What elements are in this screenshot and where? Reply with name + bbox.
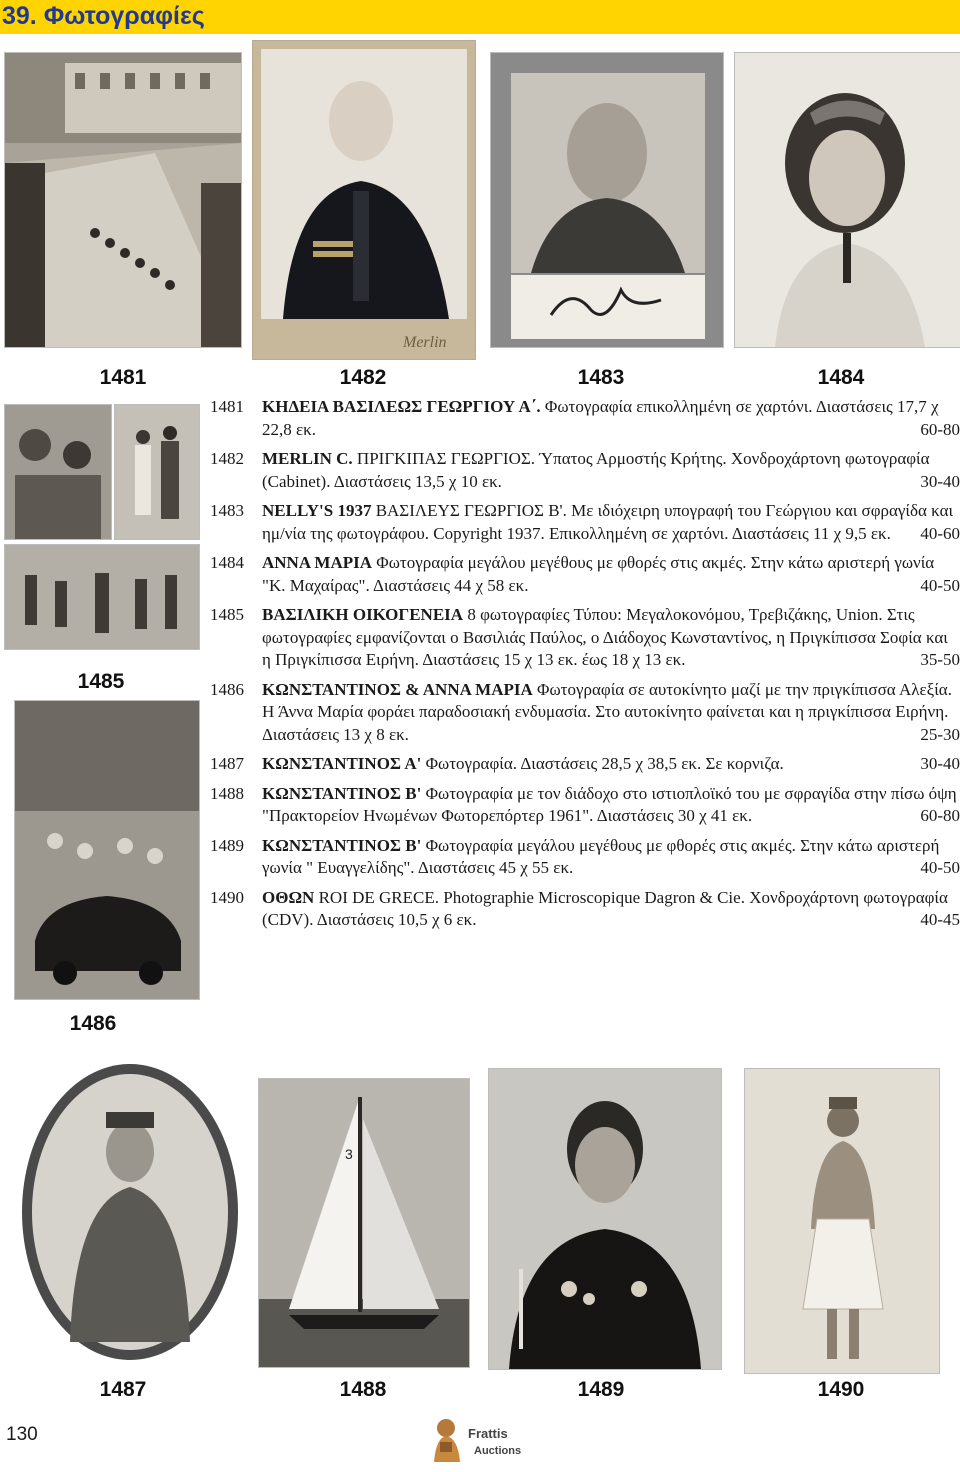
king-george-ii-signed-image — [491, 53, 723, 347]
photo-1485-a — [4, 404, 112, 540]
lot-1481 — [210, 396, 960, 441]
lot-estimate: 60-80 — [920, 419, 960, 439]
lot-estimate: 30-40 — [920, 754, 960, 773]
lot-number: 1486 — [210, 679, 244, 699]
lot-title: ΚΩΝΣΤΑΝΤΙΝΟΣ & ΑΝΝΑ ΜΑΡΙΑ — [262, 679, 533, 699]
lot-title: ΑΝΝΑ ΜΑΡΙΑ — [262, 553, 373, 572]
label-1482: 1482 — [339, 366, 387, 389]
anna-maria-portrait-image — [735, 53, 960, 347]
label-1484: 1484 — [817, 366, 865, 389]
lot-title: ΚΗΔΕΙΑ ΒΑΣΙΛΕΩΣ ΓΕΩΡΓΙΟΥ Α΄. — [262, 397, 541, 416]
lot-title: ΚΩΝΣΤΑΝΤΙΝΟΣ Α' — [262, 754, 422, 773]
lot-estimate: 40-50 — [920, 858, 960, 877]
king-constantine-i-oval-frame-image — [20, 1062, 240, 1362]
lot-description: ROI DE GRECE. Photographie Microscopique Dagron & Cie. Χονδροχάρτονη φωτογραφία (CDV). Διαστάσεις 10,5 χ 6 εκ. — [262, 887, 948, 929]
label-1487: 1487 — [99, 1378, 147, 1401]
lot-description: ΠΡΙΓΚΙΠΑΣ ΓΕΩΡΓΙΟΣ. Ύπατος Αρμοστής Κρήτης. Χονδροχάρτονη φωτογραφία (Cabinet). Διαστάσεις 13,5 χ 10 εκ. — [262, 449, 930, 491]
logo-text-1: Frattis — [468, 1426, 508, 1441]
lot-title: MERLIN C. — [262, 449, 353, 468]
lot-title: ΚΩΝΣΤΑΝΤΙΝΟΣ Β' — [262, 835, 422, 855]
lot-estimate: 40-50 — [920, 575, 960, 595]
funeral-procession-image — [5, 53, 241, 347]
lot-number: 1488 — [210, 783, 244, 803]
photo-1486 — [14, 700, 200, 1000]
royal-couple-walking-image — [115, 405, 199, 539]
king-otto-cdv-image — [745, 1069, 939, 1373]
lot-1483 — [210, 500, 960, 545]
logo-figure-icon — [428, 1414, 538, 1466]
photo-1483 — [490, 52, 724, 348]
lot-1488 — [210, 783, 960, 828]
photo-1487 — [20, 1062, 240, 1362]
royal-car-crowd-image — [15, 701, 199, 999]
lot-1489 — [210, 835, 960, 880]
lot-number: 1484 — [210, 553, 244, 572]
lot-estimate: 40-45 — [920, 910, 960, 929]
page-number: 130 — [6, 1424, 38, 1445]
lot-1484 — [210, 552, 960, 597]
photo-1490 — [744, 1068, 940, 1374]
label-1488: 1488 — [339, 1378, 387, 1401]
lot-description: Φωτογραφία σε αυτοκίνητο μαζί με την πριγκίπισσα Αλεξία. Η Άννα Μαρία φοράει παραδοσιακή ενδυμασία. Στο αυτοκίνητο φαίνεται και η πριγκίπισσα Ειρήνη. Διαστάσεις 13 χ 8 εκ. — [262, 679, 952, 744]
lot-1487 — [210, 753, 960, 776]
lot-estimate: 35-50 — [920, 650, 960, 669]
label-1489: 1489 — [577, 1378, 625, 1401]
photo-1484 — [734, 52, 960, 348]
lot-title: NELLY'S 1937 — [262, 501, 372, 520]
label-1485: 1485 — [77, 670, 125, 693]
lot-number: 1482 — [210, 449, 244, 468]
lot-estimate: 30-40 — [920, 471, 960, 491]
lot-number: 1489 — [210, 835, 244, 855]
svg-text:3: 3 — [345, 1146, 353, 1162]
lot-estimate: 25-30 — [920, 724, 960, 744]
lot-1490 — [210, 887, 960, 932]
prince-george-cabinet-image — [253, 41, 475, 359]
king-constantine-ii-portrait-image — [489, 1069, 721, 1369]
lot-description: Φωτογραφία με τον διάδοχο στο ιστιοπλοϊκό του με σφραγίδα στην πίσω όψη "Πρακτορείον Ηνωμένων Φωτορεπόρτερ 1961". Διαστάσεις 30 χ 41 εκ. — [262, 783, 957, 825]
lot-description: Φωτογραφία μεγάλου μεγέθους με φθορές στις ακμές. Στην κάτω αριστερή γωνία "Κ. Μαχαίρας". Διαστάσεις 44 χ 58 εκ. — [262, 553, 935, 595]
label-1490: 1490 — [817, 1378, 865, 1401]
crowd-parade-image — [5, 545, 199, 649]
royal-family-photo-image — [5, 405, 111, 539]
photo-1481 — [4, 52, 242, 348]
photo-1489 — [488, 1068, 722, 1370]
label-1481: 1481 — [99, 366, 147, 389]
sailboat-image — [259, 1079, 469, 1367]
lot-number: 1483 — [210, 501, 244, 520]
lot-title: ΟΘΩΝ — [262, 887, 315, 907]
lot-description: Φωτογραφία επικολλημένη σε χαρτόνι. Διαστάσεις 17,7 χ 22,8 εκ. — [262, 397, 939, 439]
page-title: 39. Φωτογραφίες — [2, 2, 205, 30]
label-1486: 1486 — [69, 1012, 117, 1035]
lot-description: Φωτογραφία. Διαστάσεις 28,5 χ 38,5 εκ. Σε κορνιζα. — [425, 754, 784, 773]
photo-1485-c — [4, 544, 200, 650]
photo-1488 — [258, 1078, 470, 1368]
logo-text-2: Auctions — [474, 1445, 522, 1457]
lot-estimate: 40-60 — [920, 523, 960, 543]
lot-1486 — [210, 679, 960, 747]
lot-list — [210, 396, 960, 939]
lot-1482 — [210, 448, 960, 493]
label-1483: 1483 — [577, 366, 625, 389]
photo-1485-b — [114, 404, 200, 540]
lot-description: Φωτογραφία μεγάλου μεγέθους με φθορές στις ακμές. Στην κάτω αριστερή γωνία " Ευαγγελίδης". Διαστάσεις 45 χ 55 εκ. — [262, 835, 940, 877]
lot-number: 1485 — [210, 605, 244, 624]
photo-1482 — [252, 40, 476, 360]
lot-1485 — [210, 604, 960, 672]
lot-estimate: 60-80 — [920, 806, 960, 825]
lot-number: 1481 — [210, 397, 244, 416]
frattis-auctions-logo — [428, 1414, 538, 1466]
lot-number: 1490 — [210, 887, 244, 907]
lot-title: ΒΑΣΙΛΙΚΗ ΟΙΚΟΓΕΝΕΙΑ — [262, 605, 464, 624]
lot-description: ΒΑΣΙΛΕΥΣ ΓΕΩΡΓΙΟΣ Β'. Με ιδιόχειρη υπογραφή του Γεώργιου και σφραγίδα και ημ/νία της φωτογράφου. Copyright 1937. Επικολλημένη σε χαρτόνι. Διαστάσεις 11 χ 9,5 εκ. — [262, 501, 954, 543]
lot-title: ΚΩΝΣΤΑΝΤΙΝΟΣ Β' — [262, 783, 422, 803]
svg-text:Merlin: Merlin — [403, 334, 447, 351]
lot-number: 1487 — [210, 754, 244, 773]
lot-description: 8 φωτογραφίες Τύπου: Μεγαλοκονόμου, Τρεβιζάκης, Union. Στις φωτογραφίες εμφανίζονται ο Βασιλιάς Παύλος, ο Διάδοχος Κωνσταντίνος, η Πριγκίπισσα Σοφία και η Πριγκίπισσα Ειρήνη. Διαστάσεις 15 χ 13 εκ. έως 18 χ 13 εκ. — [262, 605, 948, 669]
